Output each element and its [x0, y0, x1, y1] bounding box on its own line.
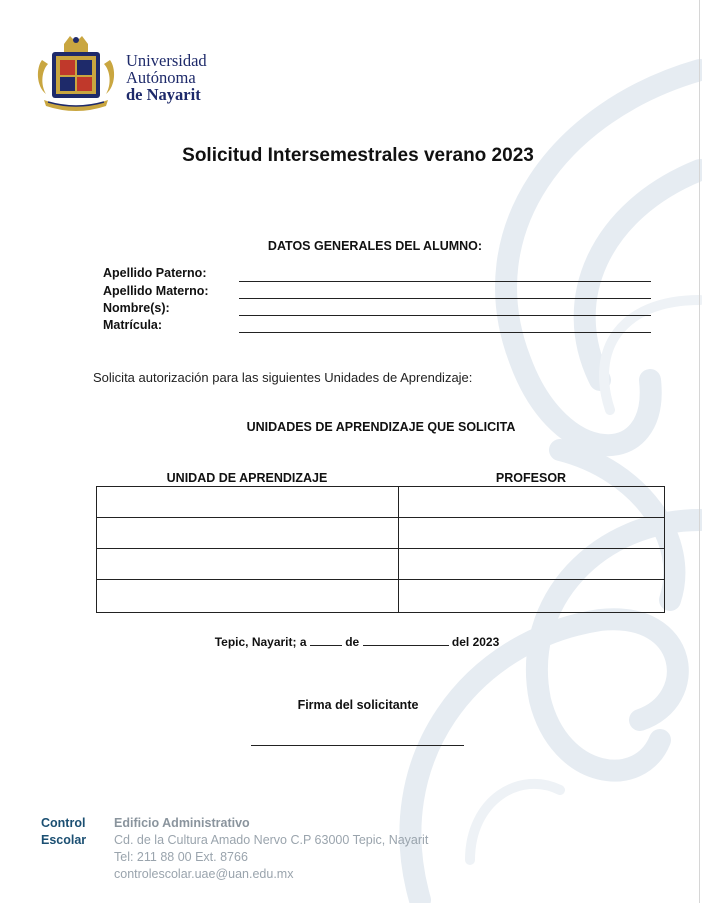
matricula-line[interactable] [239, 332, 651, 333]
firma-label: Firma del solicitante [297, 698, 419, 712]
footer-dept-line2: Escolar [41, 833, 87, 847]
fecha-line [0, 634, 702, 649]
nombres-line[interactable] [239, 315, 651, 316]
profesor-cell[interactable] [399, 518, 665, 549]
footer-address: Cd. de la Cultura Amado Nervo C.P 63000 Tepic, Nayarit [114, 833, 429, 847]
table-row [97, 580, 665, 613]
university-logo [34, 30, 224, 114]
page-edge [699, 0, 700, 903]
footer-dept-line1: Control [41, 816, 86, 830]
unidad-cell[interactable] [97, 518, 399, 549]
apellido-materno-label: Apellido Materno: [103, 284, 209, 298]
unidades-heading: UNIDADES DE APRENDIZAJE QUE SOLICITA [246, 420, 516, 434]
footer-contact [114, 815, 428, 883]
university-crest-icon [34, 30, 118, 114]
university-name-line2: Autónoma [126, 68, 196, 87]
table-row [97, 518, 665, 549]
profesor-cell[interactable] [399, 487, 665, 518]
column-header-unidad: UNIDAD DE APRENDIZAJE [166, 471, 328, 485]
unidad-cell[interactable] [97, 580, 399, 613]
nombres-label: Nombre(s): [103, 301, 170, 315]
apellido-paterno-label: Apellido Paterno: [103, 266, 207, 280]
university-name-line1: Universidad [126, 51, 207, 70]
document-title: Solicitud Intersemestrales verano 2023 [182, 145, 534, 166]
fecha-place: Tepic, Nayarit; a [214, 635, 307, 649]
footer-phone: Tel: 211 88 00 Ext. 8766 [114, 850, 248, 864]
firma-line[interactable] [251, 745, 464, 746]
column-header-profesor: PROFESOR [495, 471, 567, 485]
footer-department [41, 815, 86, 849]
profesor-cell[interactable] [399, 549, 665, 580]
unidad-cell[interactable] [97, 549, 399, 580]
fecha-de: de [345, 635, 360, 649]
fecha-day-blank[interactable] [310, 634, 342, 646]
university-name-line3: de Nayarit [126, 85, 201, 104]
apellido-materno-line[interactable] [239, 298, 651, 299]
table-row [97, 549, 665, 580]
university-name [126, 52, 207, 103]
fecha-year: del 2023 [451, 635, 500, 649]
footer-building: Edificio Administrativo [114, 816, 250, 830]
matricula-label: Matrícula: [103, 318, 163, 332]
apellido-paterno-line[interactable] [239, 281, 651, 282]
datos-heading: DATOS GENERALES DEL ALUMNO: [267, 239, 483, 253]
fecha-month-blank[interactable] [363, 634, 449, 646]
footer-email[interactable]: controlescolar.uae@uan.edu.mx [114, 867, 294, 881]
intro-text: Solicita autorización para las siguientes Unidades de Aprendizaje: [93, 370, 473, 385]
unidades-table [96, 486, 665, 613]
profesor-cell[interactable] [399, 580, 665, 613]
table-row [97, 487, 665, 518]
unidad-cell[interactable] [97, 487, 399, 518]
